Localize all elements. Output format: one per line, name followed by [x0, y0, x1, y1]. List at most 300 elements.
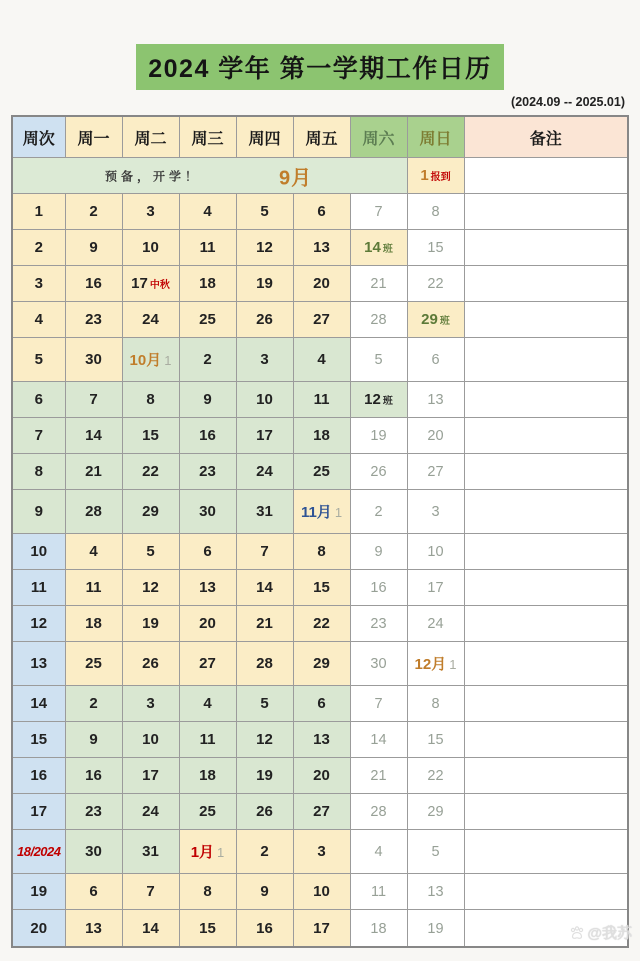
cell-text: 6: [317, 203, 326, 221]
day-cell: [293, 230, 350, 266]
day-cell: [407, 302, 464, 338]
header-cell-周二: 周二: [122, 116, 179, 158]
week-number-cell: [12, 490, 65, 534]
day-cell: [65, 830, 122, 874]
cell-text: 10: [256, 391, 273, 409]
day-cell: [350, 302, 407, 338]
cell-text: 11: [30, 579, 47, 597]
day-cell: [407, 794, 464, 830]
day-cell: [407, 230, 464, 266]
cell-text: 30: [85, 843, 102, 861]
week-row: [12, 606, 628, 642]
remark-cell: [464, 302, 628, 338]
cell-text: 10月: [129, 352, 162, 370]
cell-text: 25: [85, 655, 102, 673]
week-row: [12, 686, 628, 722]
cell-text: 26: [142, 655, 159, 673]
cell-text: 20: [199, 615, 216, 633]
cell-text: 22: [313, 615, 330, 633]
day-cell: [293, 722, 350, 758]
cell-text: 20: [30, 919, 48, 937]
cell-text: 9: [89, 731, 98, 749]
day-cell: [236, 642, 293, 686]
page-title: 2024 学年 第一学期工作日历: [136, 44, 504, 90]
day-cell: [122, 642, 179, 686]
cell-text: 13: [313, 239, 330, 257]
cell-text: 19: [427, 920, 444, 937]
remark-cell: [464, 454, 628, 490]
cell-text: 16: [30, 767, 48, 785]
header-cell-周三: 周三: [179, 116, 236, 158]
day-cell: [122, 382, 179, 418]
remark-cell: [464, 158, 628, 194]
day-cell: [236, 454, 293, 490]
cell-text: 5: [260, 695, 269, 713]
week-row: [12, 642, 628, 686]
day-cell: [407, 534, 464, 570]
week-row: [12, 722, 628, 758]
day-cell: [236, 194, 293, 230]
week-row: [12, 534, 628, 570]
cell-text: 23: [85, 803, 102, 821]
cell-text: 23: [85, 311, 102, 329]
day-cell: [350, 490, 407, 534]
day-cell: [350, 194, 407, 230]
cell-text: 16: [370, 580, 387, 597]
day-cell: [179, 874, 236, 910]
cell-text: 15: [313, 579, 330, 597]
day-cell: [122, 570, 179, 606]
header-cell-周次: 周次: [12, 116, 65, 158]
remark-cell: [464, 642, 628, 686]
remark-cell: [464, 230, 628, 266]
cell-text: 6: [89, 883, 98, 901]
day-cell: [65, 454, 122, 490]
cell-text: 10: [427, 544, 444, 561]
day-cell: [236, 338, 293, 382]
cell-text: 8: [203, 883, 212, 901]
cell-text: 1: [449, 657, 457, 673]
cell-text: 17: [427, 580, 444, 597]
remark-cell: [464, 758, 628, 794]
cell-text: 29: [421, 311, 438, 329]
day-cell: [65, 338, 122, 382]
header-cell-备注: 备注: [464, 116, 628, 158]
header-cell-周六: 周六: [350, 116, 407, 158]
day-cell: [179, 266, 236, 302]
day-cell: [236, 910, 293, 947]
day-cell: [407, 606, 464, 642]
day-cell: [122, 830, 179, 874]
cell-text: 7: [374, 204, 383, 221]
week-row: [12, 230, 628, 266]
cell-text: 13: [313, 731, 330, 749]
calendar-table: [11, 115, 629, 948]
cell-text: 9: [34, 503, 43, 521]
day-cell: [65, 794, 122, 830]
cell-text: 14: [256, 579, 273, 597]
week-row: [12, 418, 628, 454]
cell-text: 9: [260, 883, 269, 901]
cell-text: 12: [256, 239, 273, 257]
day-cell: [236, 794, 293, 830]
cell-text: 13: [85, 919, 102, 937]
day-cell: [350, 534, 407, 570]
day-cell: [350, 338, 407, 382]
month-label-september: 9月: [279, 167, 313, 189]
week-row: [12, 830, 628, 874]
cell-text: 23: [199, 463, 216, 481]
week-number-cell: [12, 794, 65, 830]
cell-text: 9: [203, 391, 212, 409]
week-number-cell: [12, 642, 65, 686]
day-cell: [407, 722, 464, 758]
cell-text: 1: [34, 203, 43, 221]
day-cell: [350, 830, 407, 874]
cell-text: 12: [142, 579, 159, 597]
cell-text: 2024: [33, 844, 61, 860]
remark-cell: [464, 418, 628, 454]
week-row: [12, 570, 628, 606]
day-cell: [236, 266, 293, 302]
day-cell: [65, 570, 122, 606]
day-cell: [407, 266, 464, 302]
cell-text: 4: [34, 311, 43, 329]
day-cell: [350, 418, 407, 454]
cell-text: 26: [256, 803, 273, 821]
day-cell: [179, 642, 236, 686]
date-range-label: (2024.09 -- 2025.01): [511, 95, 625, 109]
day-cell: [122, 266, 179, 302]
cell-text: 19: [256, 767, 273, 785]
day-cell: [407, 910, 464, 947]
day-cell: [293, 642, 350, 686]
remark-cell: [464, 686, 628, 722]
cell-text: 2: [260, 843, 269, 861]
day-cell: [122, 758, 179, 794]
cell-text: 13: [30, 655, 48, 673]
cell-text: 24: [142, 311, 159, 329]
cell-text: 17: [131, 275, 148, 293]
day-cell: [65, 874, 122, 910]
cell-text: 19: [370, 428, 387, 445]
cell-text: 30: [85, 351, 102, 369]
week-number-cell: [12, 418, 65, 454]
cell-text: 7: [260, 543, 269, 561]
day-cell: [236, 490, 293, 534]
cell-text: 27: [199, 655, 216, 673]
remark-cell: [464, 874, 628, 910]
week-number-cell: [12, 606, 65, 642]
cell-text: 13: [427, 884, 444, 901]
cell-text: 18: [199, 767, 216, 785]
header-cell-周一: 周一: [65, 116, 122, 158]
cell-text: 19: [256, 275, 273, 293]
calendar-head: [12, 116, 628, 158]
cell-text: 21: [256, 615, 273, 633]
cell-text: 1: [420, 167, 429, 184]
cell-text: 6: [34, 391, 43, 409]
day-cell: [236, 230, 293, 266]
day-cell: [65, 266, 122, 302]
day-cell: [122, 454, 179, 490]
day-cell: [236, 722, 293, 758]
cell-text: 14: [364, 239, 381, 257]
day-cell: [350, 454, 407, 490]
cell-text: 16: [85, 275, 102, 293]
cell-text: 31: [256, 503, 273, 521]
day-cell: [407, 758, 464, 794]
day-cell: [407, 418, 464, 454]
week-number-cell: [12, 910, 65, 947]
cell-text: 11: [199, 731, 216, 749]
day-cell: [179, 490, 236, 534]
cell-text: 7: [34, 427, 43, 445]
day-cell: [122, 490, 179, 534]
cell-text: 14: [30, 695, 48, 713]
cell-text: 23: [370, 616, 387, 633]
cell-text: 26: [370, 464, 387, 481]
cell-text: 12月: [414, 656, 447, 674]
cell-text: 3: [431, 504, 440, 521]
week-number-cell: [12, 722, 65, 758]
day-cell: [236, 302, 293, 338]
cell-text: 28: [370, 312, 387, 329]
day-cell: [236, 570, 293, 606]
day-cell: [179, 382, 236, 418]
day-cell: [293, 266, 350, 302]
week-number-cell: [12, 758, 65, 794]
day-cell: [65, 606, 122, 642]
semester-start-note: 预备，开学！: [105, 169, 202, 183]
day-cell: [122, 230, 179, 266]
watermark-text: @我苏: [587, 925, 632, 942]
paw-logo-icon: [569, 925, 585, 941]
day-cell: [179, 194, 236, 230]
day-cell: [65, 382, 122, 418]
week-row: [12, 266, 628, 302]
week-number-cell: [12, 302, 65, 338]
cell-text: 4: [317, 351, 326, 369]
cell-text: 27: [427, 464, 444, 481]
cell-text: 25: [199, 311, 216, 329]
day-cell: [236, 830, 293, 874]
day-cell: [407, 194, 464, 230]
day-cell: [236, 686, 293, 722]
week-number-cell: [12, 338, 65, 382]
day-cell: [122, 910, 179, 947]
cell-text: 13: [427, 392, 444, 409]
day-cell: [179, 910, 236, 947]
cell-text: 18: [370, 920, 387, 937]
day-cell: [350, 266, 407, 302]
cell-text: 29: [142, 503, 159, 521]
day-cell: [236, 874, 293, 910]
week-row: [12, 302, 628, 338]
cell-text: 7: [374, 696, 383, 713]
day-cell: [407, 338, 464, 382]
remark-cell: [464, 338, 628, 382]
day-cell: [293, 418, 350, 454]
day-cell: [350, 382, 407, 418]
month-row: [12, 158, 628, 194]
day-cell: [293, 606, 350, 642]
day-cell: [122, 302, 179, 338]
header-cell-周日: 周日: [407, 116, 464, 158]
cell-text: 13: [199, 579, 216, 597]
cell-text: 16: [199, 427, 216, 445]
cell-text: 6: [431, 352, 440, 369]
week-row: [12, 910, 628, 947]
cell-text: 27: [313, 311, 330, 329]
day-cell: [179, 534, 236, 570]
cell-text: 18: [199, 275, 216, 293]
cell-text: 21: [370, 768, 387, 785]
cell-text: 9: [374, 544, 383, 561]
cell-text: 班: [382, 244, 393, 256]
day-cell: [65, 758, 122, 794]
cell-text: 21: [85, 463, 102, 481]
week-number-cell: [12, 830, 65, 874]
day-cell: [407, 382, 464, 418]
day-cell: [65, 418, 122, 454]
cell-text: 12: [364, 391, 381, 409]
cell-text: 30: [370, 656, 387, 673]
remark-cell: [464, 606, 628, 642]
cell-text: 2: [203, 351, 212, 369]
week-number-cell: [12, 266, 65, 302]
remark-cell: [464, 266, 628, 302]
day-cell: [179, 830, 236, 874]
cell-text: 20: [313, 767, 330, 785]
week-number-cell: [12, 382, 65, 418]
cell-text: 26: [256, 311, 273, 329]
cell-text: 12: [256, 731, 273, 749]
day-cell: [236, 534, 293, 570]
day-cell: [179, 686, 236, 722]
remark-cell: [464, 534, 628, 570]
header-cell-周五: 周五: [293, 116, 350, 158]
cell-text: 2: [89, 695, 98, 713]
cell-text: 10: [313, 883, 330, 901]
cell-text: 11: [370, 884, 387, 901]
day-cell: [407, 874, 464, 910]
cell-text: 5: [431, 844, 440, 861]
cell-text: 4: [89, 543, 98, 561]
day-cell: [122, 606, 179, 642]
cell-text: 15: [142, 427, 159, 445]
day-cell: [293, 490, 350, 534]
cell-text: 10: [30, 543, 48, 561]
week-row: [12, 338, 628, 382]
day-cell: [179, 338, 236, 382]
week-row: [12, 454, 628, 490]
day-cell: [293, 830, 350, 874]
cell-text: 12: [30, 615, 48, 633]
week-row: [12, 382, 628, 418]
cell-text: 6: [203, 543, 212, 561]
day-cell: [65, 490, 122, 534]
cell-text: 31: [142, 843, 159, 861]
cell-text: 4: [203, 203, 212, 221]
month-merged-cell: [12, 158, 407, 194]
remark-cell: [464, 194, 628, 230]
day-cell: [236, 758, 293, 794]
day-cell: [293, 302, 350, 338]
day-cell: [350, 686, 407, 722]
calendar-body: [12, 158, 628, 948]
cell-text: 5: [260, 203, 269, 221]
remark-cell: [464, 382, 628, 418]
day-cell: [179, 606, 236, 642]
cell-text: 27: [313, 803, 330, 821]
cell-text: 24: [256, 463, 273, 481]
week-row: [12, 758, 628, 794]
day-cell: [65, 686, 122, 722]
day-cell: [407, 830, 464, 874]
day-cell: [122, 194, 179, 230]
cell-text: 22: [427, 768, 444, 785]
day-cell: [122, 874, 179, 910]
cell-text: 18: [313, 427, 330, 445]
cell-text: 班: [439, 316, 450, 328]
day-cell: [179, 230, 236, 266]
day-cell: [179, 418, 236, 454]
cell-text: 2: [34, 239, 43, 257]
day-cell: [179, 454, 236, 490]
cell-text: 14: [370, 732, 387, 749]
cell-text: 25: [199, 803, 216, 821]
cell-text: 8: [431, 696, 440, 713]
cell-text: 9: [89, 239, 98, 257]
week-number-cell: [12, 194, 65, 230]
day-cell: [350, 874, 407, 910]
cell-text: 10: [142, 239, 159, 257]
day-cell: [350, 794, 407, 830]
day-cell: [350, 570, 407, 606]
day-cell: [65, 642, 122, 686]
day-cell: [65, 230, 122, 266]
week-number-cell: [12, 230, 65, 266]
cell-text: 3: [146, 203, 155, 221]
cell-text: 22: [142, 463, 159, 481]
day-cell: [65, 910, 122, 947]
cell-text: 10: [142, 731, 159, 749]
day-cell: [350, 606, 407, 642]
cell-text: 17: [142, 767, 159, 785]
cell-text: 21: [370, 276, 387, 293]
cell-text: 8: [146, 391, 155, 409]
cell-text: 2: [89, 203, 98, 221]
header-cell-周四: 周四: [236, 116, 293, 158]
week-number-cell: [12, 534, 65, 570]
day-cell: [293, 794, 350, 830]
cell-text: 7: [89, 391, 98, 409]
cell-text: 8: [431, 204, 440, 221]
day-cell: [122, 534, 179, 570]
cell-text: 16: [256, 919, 273, 937]
day-cell: [293, 910, 350, 947]
header-row: [12, 116, 628, 158]
day-cell: [122, 686, 179, 722]
cell-text: 28: [85, 503, 102, 521]
cell-text: 19: [30, 883, 48, 901]
cell-text: 7: [146, 883, 155, 901]
day-cell: [65, 194, 122, 230]
cell-text: 报到: [430, 172, 451, 183]
cell-text: 18/: [17, 844, 34, 860]
day-cell: [293, 570, 350, 606]
